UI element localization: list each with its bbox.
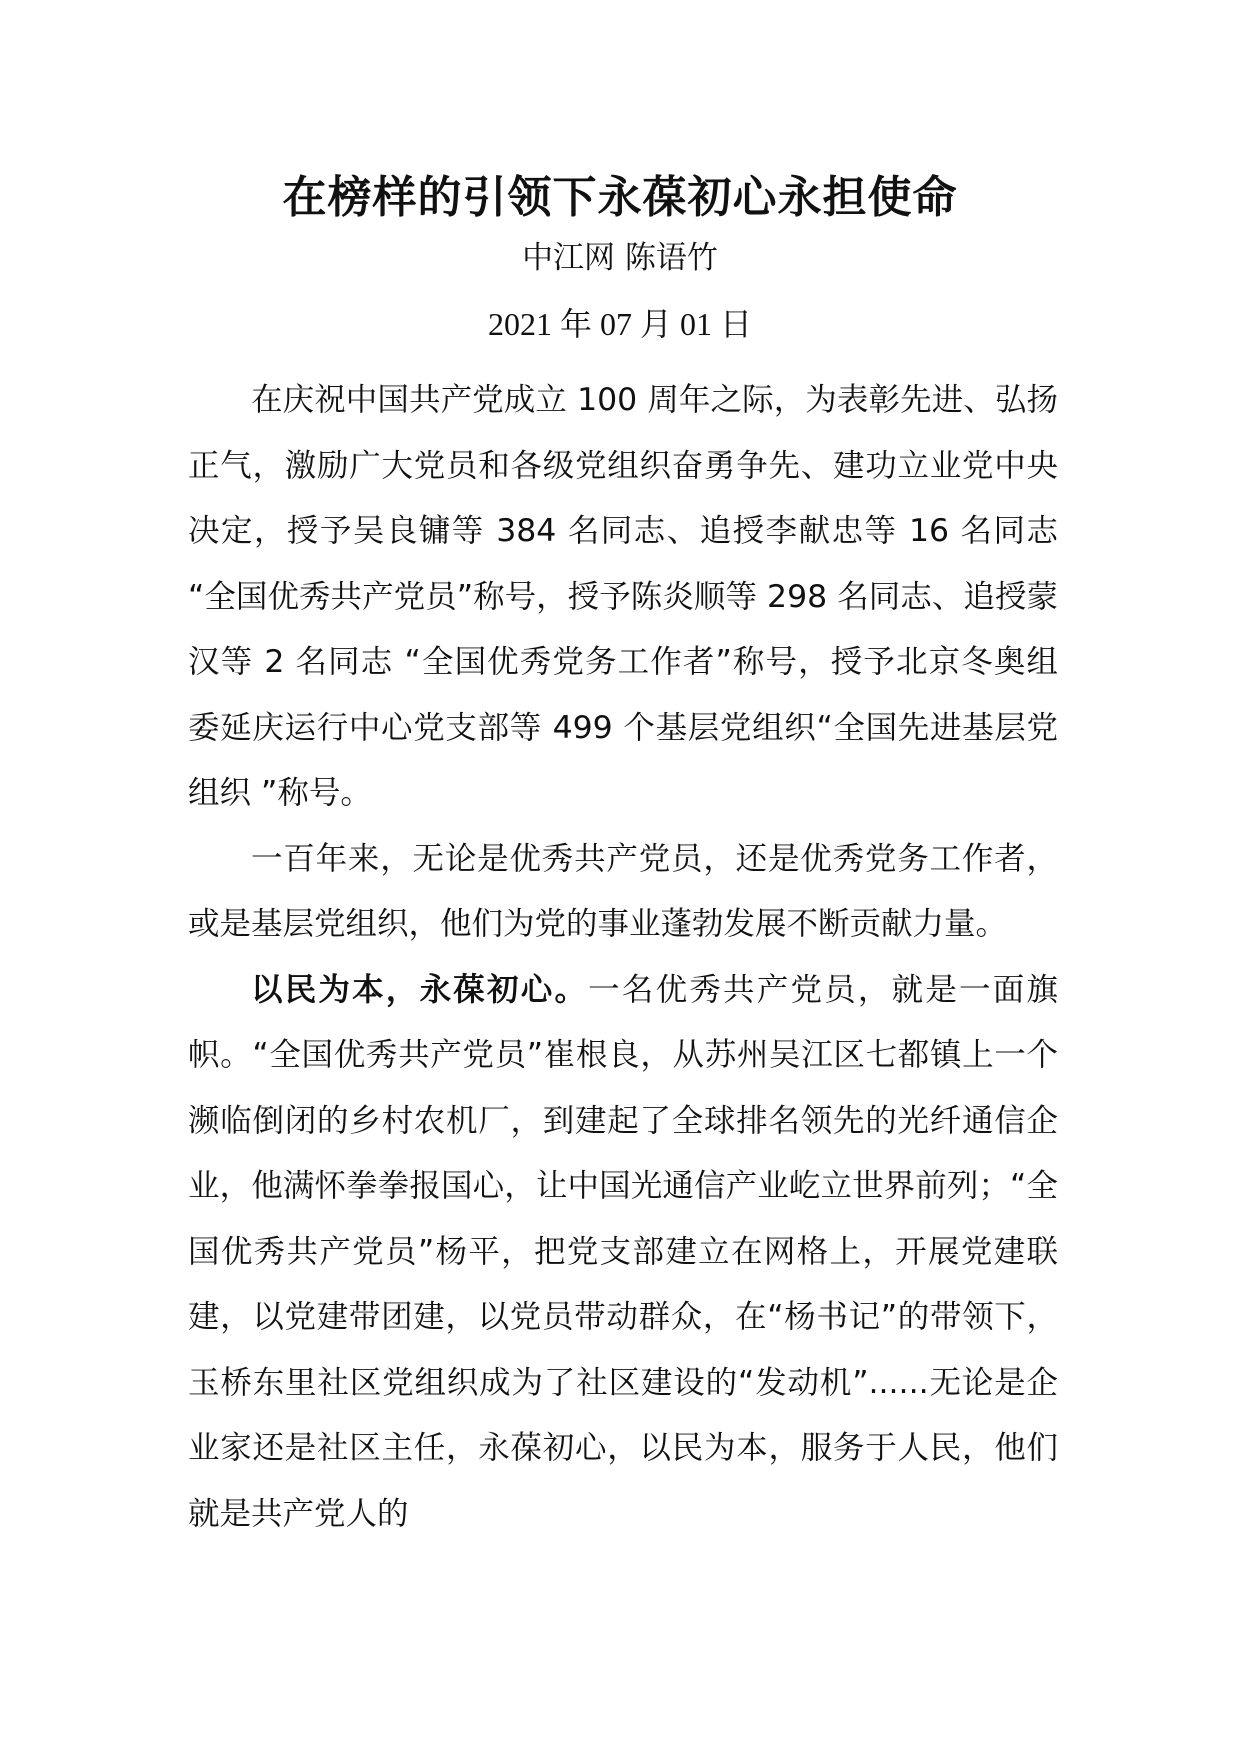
paragraph-1 (188, 368, 1058, 827)
article-title: 在榜样的引领下永葆初心永担使命 (282, 172, 958, 223)
article-date: 2021 年 07 月 01 日 (487, 306, 752, 342)
paragraph-3 (188, 958, 1058, 1548)
paragraph-1-text: 在庆祝中国共产党成立 100 周年之际，为表彰先进、弘扬正气，激励广大党员和各级党组织奋勇争先、建功立业党中央决定，授予吴良镛等 384 名同志、追授李献忠等 16 名同志 “全国优秀共产党员”称号，授予陈炎顺等 298 名同志、追授蒙汉等 2 名同志 “全国优秀党务工作者”称号，授予北京冬奥组委延庆运行中心党支部等 499 个基层党组织“全国先进基层党组织 ”称号。 (188, 382, 1058, 811)
article-byline: 中江网 陈语竹 (522, 240, 718, 276)
paragraph-3-text: 一名优秀共产党员，就是一面旗帜。“全国优秀共产党员”崔根良，从苏州吴江区七都镇上一个濒临倒闭的乡村农机厂，到建起了全球排名领先的光纤通信企业，他满怀拳拳报国心，让中国光通信产业屹立世界前列；“全国优秀共产党员”杨平，把党支部建立在网格上，开展党建联建，以党建带团建，以党员带动群众，在“杨书记”的带领下，玉桥东里社区党组织成为了社区建设的“发动机”......无论是企业家还是社区主任，永葆初心，以民为本，服务于人民，他们就是共产党人的 (188, 971, 1058, 1532)
article-body (188, 368, 1058, 1547)
paragraph-2-text: 一百年来，无论是优秀共产党员，还是优秀党务工作者，或是基层党组织，他们为党的事业蓬勃发展不断贡献力量。 (188, 840, 1058, 942)
paragraph-3-lead: 以民为本，永葆初心。 (251, 971, 589, 1008)
paragraph-2 (188, 827, 1058, 958)
